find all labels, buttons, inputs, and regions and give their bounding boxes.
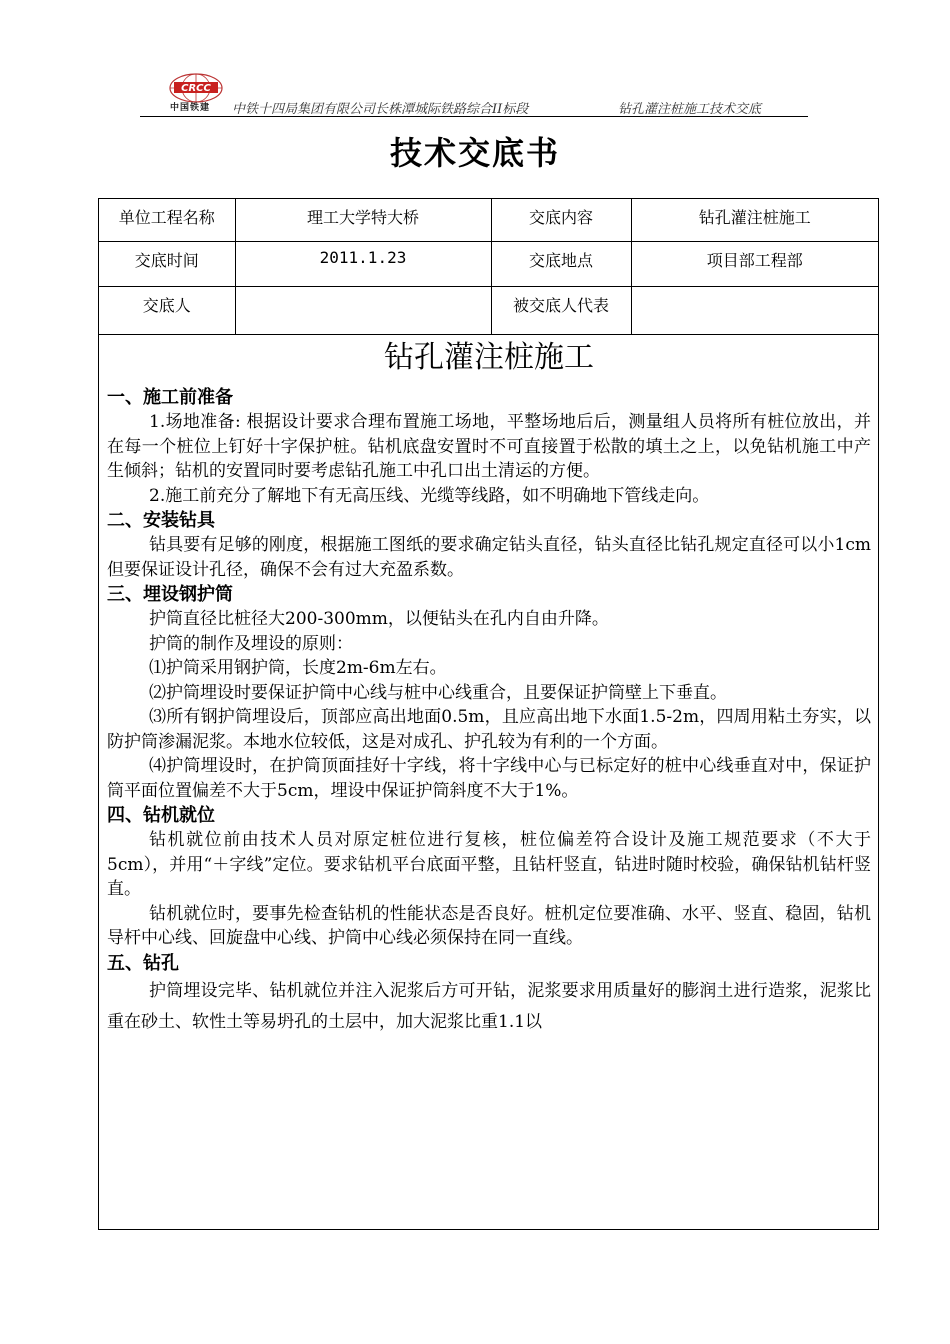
- receiver-label: 被交底人代表: [491, 286, 631, 334]
- unit-value: 理工大学特大桥: [235, 199, 491, 241]
- time-value: 2011.1.23: [235, 241, 491, 286]
- section-heading: 四、钻机就位: [107, 805, 215, 826]
- page-title: 技术交底书: [389, 134, 560, 172]
- paragraph: ⑶所有钢护筒埋设后，顶部应高出地面0.5m，且应高出地下水面1.5-2m，四周用粘土夯实，以防护筒渗漏泥浆。本地水位较低，这是对成孔、护孔较为有利的一个方面。: [107, 707, 871, 752]
- header-divider: [140, 116, 808, 117]
- page-header: [140, 62, 808, 120]
- paragraph: 钻机就位时，要事先检查钻机的性能状态是否良好。桩机定位要准确、水平、竖直、稳固，钻机导杆中心线、回旋盘中心线、护筒中心线必须保持在同一直线。: [107, 903, 871, 948]
- paragraph: ⑴护筒采用钢护筒，长度2m-6m左右。: [149, 658, 447, 678]
- paragraph: 护筒的制作及埋设的原则：: [149, 633, 353, 654]
- paragraph: ⑷护筒埋设时，在护筒顶面挂好十字线，将十字线中心与已标定好的桩中心线垂直对中，保证护筒平面位置偏差不大于5cm，埋设中保证护筒斜度不大于1%。: [107, 756, 871, 801]
- content-body: [107, 335, 871, 1038]
- section-heading: 二、安装钻具: [107, 510, 215, 531]
- place-value: 项目部工程部: [631, 241, 878, 286]
- person-label: 交底人: [99, 286, 235, 334]
- section-heading: 三、埋设钢护筒: [107, 584, 233, 605]
- unit-label: 单位工程名称: [99, 199, 235, 241]
- content-title: 钻孔灌注桩施工: [384, 340, 594, 375]
- section-heading: 一、施工前准备: [107, 387, 233, 408]
- header-doc-name: 钻孔灌注桩施工技术交底: [618, 102, 762, 117]
- content-label: 交底内容: [491, 199, 631, 241]
- logo-caption: 中国铁建: [170, 103, 211, 113]
- content-value: 钻孔灌注桩施工: [631, 199, 878, 241]
- paragraph: 钻机就位前由技术人员对原定桩位进行复核，桩位偏差符合设计及施工规范要求（不大于5cm），并用“＋字线”定位。要求钻机平台底面平整，且钻杆竖直，钻进时随时校验，确保钻机钻杆竖直。: [107, 830, 871, 899]
- receiver-value: [631, 286, 878, 334]
- document-frame: [98, 198, 879, 1230]
- paragraph: 护筒直径比桩径大200-300mm，以便钻头在孔内自由升降。: [149, 609, 609, 629]
- person-value: [235, 286, 491, 334]
- header-company: 中铁十四局集团有限公司长株潭城际铁路综合II标段: [232, 102, 529, 117]
- info-row: [99, 286, 878, 334]
- place-label: 交底地点: [491, 241, 631, 286]
- info-row: [99, 241, 878, 286]
- svg-text:CRCC: CRCC: [181, 83, 211, 94]
- paragraph: ⑵护筒埋设时要保证护筒中心线与桩中心线重合，且要保证护筒壁上下垂直。: [149, 682, 727, 703]
- paragraph: 2.施工前充分了解地下有无高压线、光缆等线路，如不明确地下管线走向。: [149, 485, 710, 506]
- paragraph: 钻具要有足够的刚度，根据施工图纸的要求确定钻头直径，钻头直径比钻孔规定直径可以小1cm但要保证设计孔径，确保不会有过大充盈系数。: [107, 535, 871, 580]
- paragraph: 护筒埋设完毕、钻机就位并注入泥浆后方可开钻，泥浆要求用质量好的膨润土进行造浆，泥浆比重在砂土、软性土等易坍孔的土层中，加大泥浆比重1.1以: [107, 980, 871, 1032]
- section-heading: 五、钻孔: [107, 952, 179, 974]
- paragraph: 1.场地准备: 根据设计要求合理布置施工场地，平整场地后后，测量组人员将所有桩位放出，并在每一个桩位上钉好十字保护桩。钻机底盘安置时不可直接置于松散的填土之上，以免钻机施工中产生倾斜；钻机的安置同时要考虑钻孔施工中孔口出土清运的方便。: [107, 412, 871, 481]
- info-row: [99, 199, 878, 241]
- time-label: 交底时间: [99, 241, 235, 286]
- info-table: [99, 199, 878, 335]
